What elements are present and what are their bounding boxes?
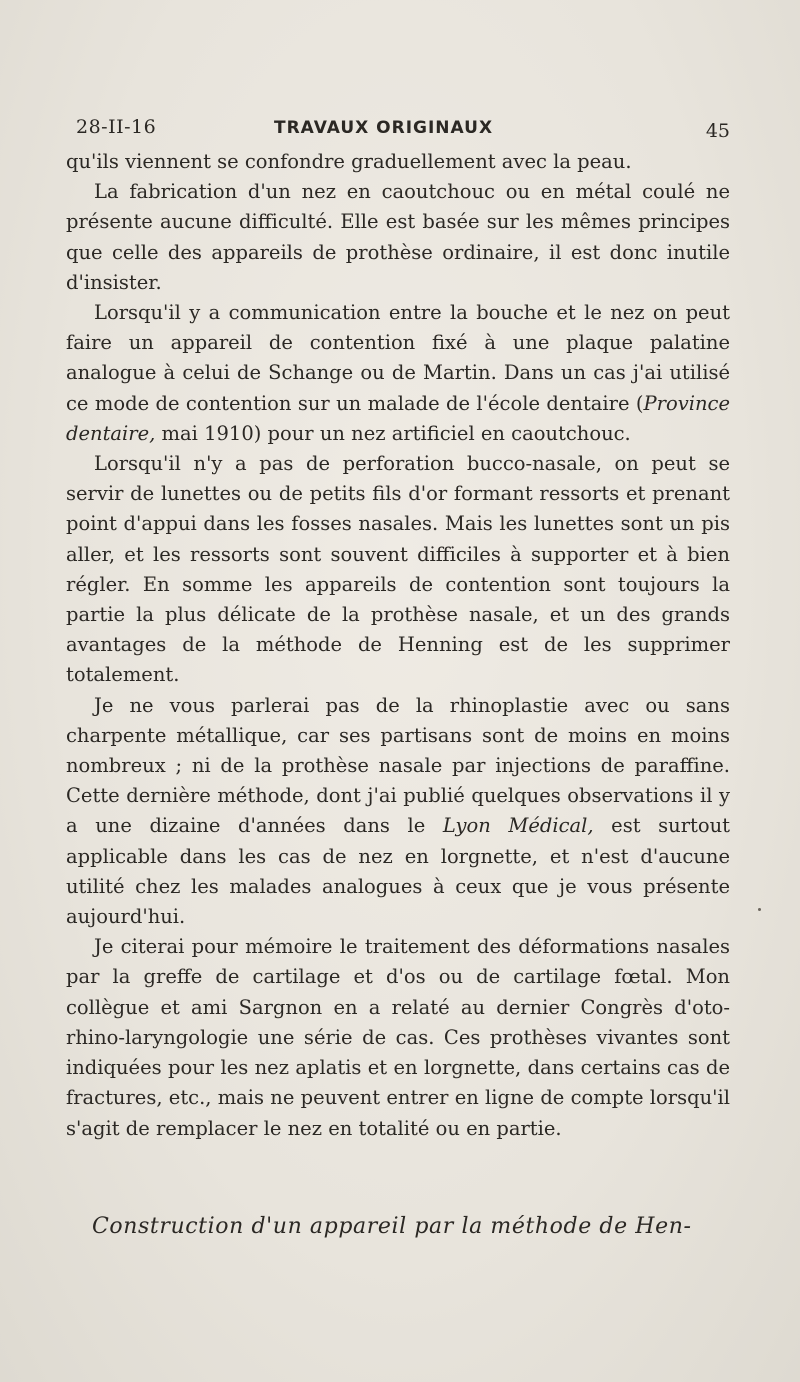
running-header	[76, 116, 730, 146]
paragraph-2	[66, 177, 730, 298]
paragraph-6	[66, 932, 730, 1143]
paragraph-4-text: Lorsqu'il n'y a pas de perforation bucco-nasale, on peut se servir de lunettes ou de petits fils d'or formant ressorts et prenant point d'appui dans les fosses nasales. Mais les lunettes sont un pis aller, et les ressorts sont souvent difficiles à supporter et à bien régler. En somme les appareils de contention sont toujours la partie la plus délicate de la prothèse nasale, et un des grands avantages de la méthode de Henning est de les supprimer totalement.	[66, 452, 730, 687]
paragraph-6-text: Je citerai pour mémoire le traitement des déformations nasales par la greffe de cartilage et d'os ou de cartilage fœtal. Mon collègue et ami Sargnon en a relaté au dernier Congrès d'oto-rhino-laryngologie une série de cas. Ces prothèses vivantes sont indiquées pour les nez aplatis et en lorgnette, dans certains cas de fractures, etc., mais ne peuvent entrer en ligne de compte lorsqu'il s'agit de remplacer le nez en totalité ou en partie.	[66, 935, 730, 1140]
paragraph-4	[66, 449, 730, 691]
body-text	[66, 147, 730, 1144]
margin-mark	[758, 908, 761, 911]
paragraph-5-text: Je ne vous parlerai pas de la rhinoplastie avec ou sans charpente métallique, car ses partisans sont de moins en moins nombreux ; ni de la prothèse nasale par injections de paraffine. Cette dernière méthode, dont j'ai publié quelques observations il y a une dizaine d'années dans le	[66, 693, 730, 838]
page-number: 45	[705, 120, 730, 142]
paragraph-3-text: Lorsqu'il y a communication entre la bouche et le nez on peut faire un appareil de contention fixé à une plaque palatine analogue à celui de Schange ou de Martin. Dans un cas j'ai utilisé ce mode de contention sur un malade de l'école dentaire (	[66, 301, 730, 415]
header-date: 28-II-16	[76, 116, 157, 138]
header-title: TRAVAUX ORIGINAUX	[274, 118, 494, 138]
paragraph-1-text: qu'ils viennent se confondre graduellement avec la peau.	[66, 150, 632, 173]
paragraph-5	[66, 691, 730, 933]
paragraph-2-text: La fabrication d'un nez en caoutchouc ou en métal coulé ne présente aucune difficulté. Elle est basée sur les mêmes principes que celle des appareils de prothèse ordinaire, il est donc inutile d'insister.	[66, 180, 730, 294]
paragraph-3-text-after: mai 1910) pour un nez artificiel en caoutchouc.	[155, 421, 631, 445]
paragraph-3	[66, 298, 730, 449]
section-heading: Construction d'un appareil par la méthode de Hen-	[92, 1214, 692, 1239]
paragraph-1	[66, 147, 730, 177]
paragraph-5-text-after: est surtout applicable dans les cas de nez en lorgnette, et n'est d'aucune utilité chez les malades analogues à ceux que je vous présente aujourd'hui.	[66, 814, 731, 929]
paragraph-3-italic: Province dentaire,	[66, 391, 730, 445]
paragraph-5-italic: Lyon Médical,	[442, 814, 594, 838]
